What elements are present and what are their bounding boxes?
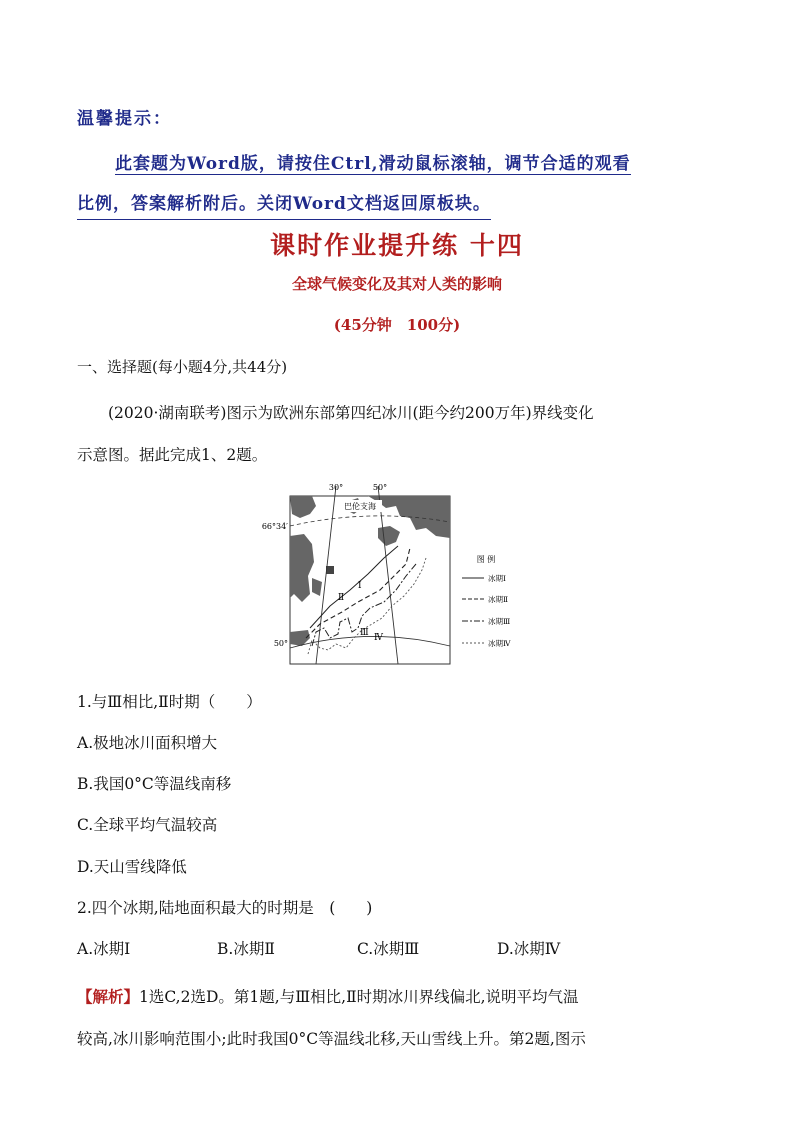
q1-option-b: B.我国0°C等温线南移 <box>77 775 232 793</box>
section-heading: 一、选择题(每小题4分,共44分) <box>77 358 288 376</box>
lat-label: 66°34′ <box>261 522 288 531</box>
analysis-tag: 【解析】 <box>77 987 140 1006</box>
lon-label: 30° <box>328 483 344 492</box>
lat-label: 50° <box>273 639 288 648</box>
q2-option-c: C.冰期Ⅲ <box>357 940 420 958</box>
tip-body <box>77 144 737 224</box>
legend-item: 冰期Ⅱ <box>488 595 509 604</box>
analysis-line-2: 较高,冰川影响范围小;此时我国0°C等温线北移,天山雪线上升。第2题,图示 <box>77 1030 586 1048</box>
analysis-block <box>77 976 717 1060</box>
q2-options <box>77 937 637 959</box>
analysis-line-1: 【解析】1选C,2选D。第1题,与Ⅲ相比,Ⅱ时期冰川界线偏北,说明平均气温 <box>77 987 579 1006</box>
q1-stem: 1.与Ⅲ相比,Ⅱ时期（ ） <box>77 693 262 711</box>
q2-option-d: D.冰期Ⅳ <box>497 940 561 958</box>
region-label: Ⅱ <box>338 593 345 603</box>
lon-label: 50° <box>372 483 388 492</box>
question-intro <box>77 392 717 476</box>
q2-option-a: A.冰期Ⅰ <box>77 940 131 958</box>
q1-option-d: D.天山雪线降低 <box>77 858 187 876</box>
q1-option-c: C.全球平均气温较高 <box>77 816 218 834</box>
region-label: Ⅳ <box>374 633 383 643</box>
region-label: Ⅲ <box>360 628 369 638</box>
legend-item: 冰期Ⅳ <box>488 639 511 648</box>
region-label: Ⅰ <box>358 581 362 591</box>
glacier-map-figure <box>250 478 540 668</box>
intro-line-1: (2020·湖南联考)图示为欧洲东部第四纪冰川(距今约200万年)界线变化 <box>108 404 594 422</box>
sea-label: 巴伦支海 <box>344 502 376 511</box>
intro-line-2: 示意图。据此完成1、2题。 <box>77 446 268 464</box>
tip-title: 温馨提示： <box>77 109 172 129</box>
legend-title: 图 例 <box>476 555 496 564</box>
page-subtitle: 全球气候变化及其对人类的影响 <box>291 275 502 293</box>
tip-line-1: 此套题为Word版，请按住Ctrl,滑动鼠标滚轴，调节合适的观看 <box>115 154 631 174</box>
q2-stem: 2.四个冰期,陆地面积最大的时期是 ( ) <box>77 899 373 917</box>
tip-line-2: 比例，答案解析附后。关闭Word文档返回原板块。 <box>77 189 491 220</box>
q2-option-b: B.冰期Ⅱ <box>217 940 275 958</box>
legend-item: 冰期Ⅰ <box>488 574 506 583</box>
q1-option-a: A.极地冰川面积增大 <box>77 734 218 752</box>
legend-item: 冰期Ⅲ <box>488 617 511 626</box>
time-score: (45分钟 100分) <box>333 316 461 334</box>
page-title: 课时作业提升练 十四 <box>270 231 524 260</box>
